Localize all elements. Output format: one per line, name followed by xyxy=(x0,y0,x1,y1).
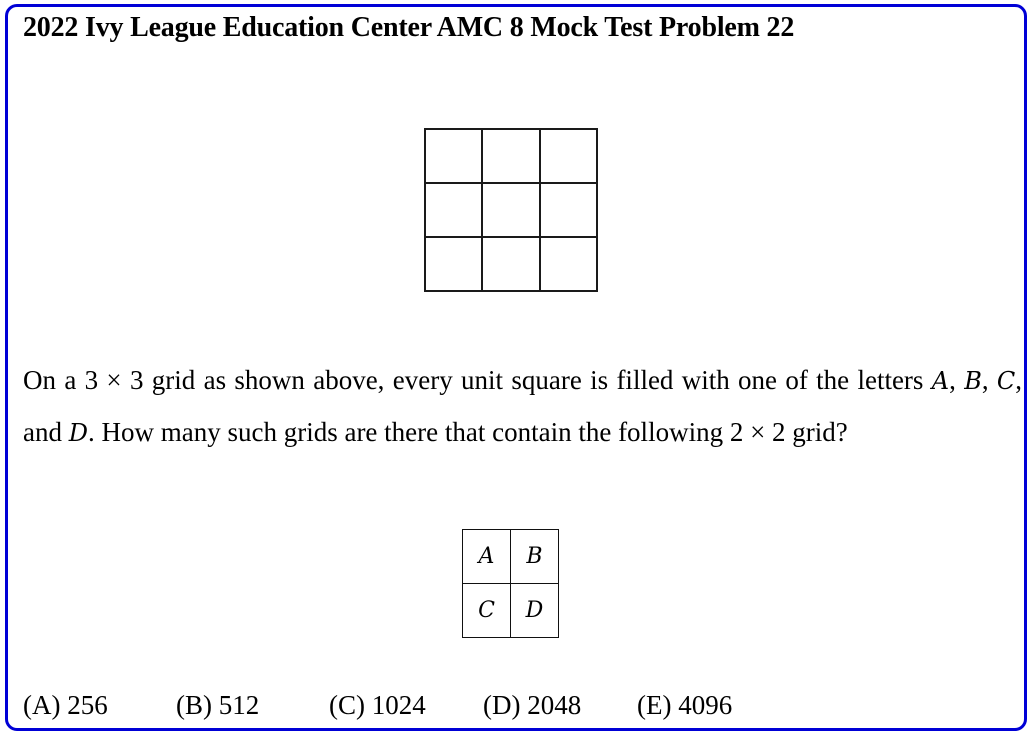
choice-b: (B) 512 xyxy=(176,690,260,720)
grid-cell xyxy=(482,237,539,291)
grid-cell-c: C xyxy=(463,584,511,638)
answer-choices xyxy=(23,690,732,721)
choice-e: (E) 4096 xyxy=(637,690,733,720)
grid-cell xyxy=(425,183,482,237)
separator: , xyxy=(981,365,997,395)
grid-cell xyxy=(425,237,482,291)
empty-3x3-grid-figure xyxy=(424,128,598,292)
grid-cell xyxy=(482,129,539,183)
abcd-2x2-grid-figure xyxy=(462,529,559,638)
grid-cell xyxy=(540,129,597,183)
problem-statement xyxy=(23,355,1022,459)
grid-cell xyxy=(425,129,482,183)
grid-cell xyxy=(482,183,539,237)
grid-cell xyxy=(540,183,597,237)
separator: , xyxy=(949,365,965,395)
grid-cell-a: A xyxy=(463,530,511,584)
choice-d: (D) 2048 xyxy=(483,690,582,720)
choice-a: (A) 256 xyxy=(23,690,108,720)
letter-a: A xyxy=(931,367,950,395)
grid-cell xyxy=(540,237,597,291)
letter-d: D xyxy=(68,419,88,447)
grid-cell-d: D xyxy=(510,584,558,638)
choice-c: (C) 1024 xyxy=(329,690,426,720)
letter-b: B xyxy=(964,367,982,395)
statement-question: . How many such grids are there that contain the following 2 × 2 grid? xyxy=(87,417,848,447)
statement-intro: On a 3 × 3 grid as shown above, every unit square is filled with one of the letters xyxy=(23,365,924,395)
letter-c: C xyxy=(996,367,1016,395)
grid-cell-b: B xyxy=(510,530,558,584)
problem-title: 2022 Ivy League Education Center AMC 8 Mock Test Problem 22 xyxy=(23,12,795,43)
separator: , and xyxy=(23,365,1023,447)
